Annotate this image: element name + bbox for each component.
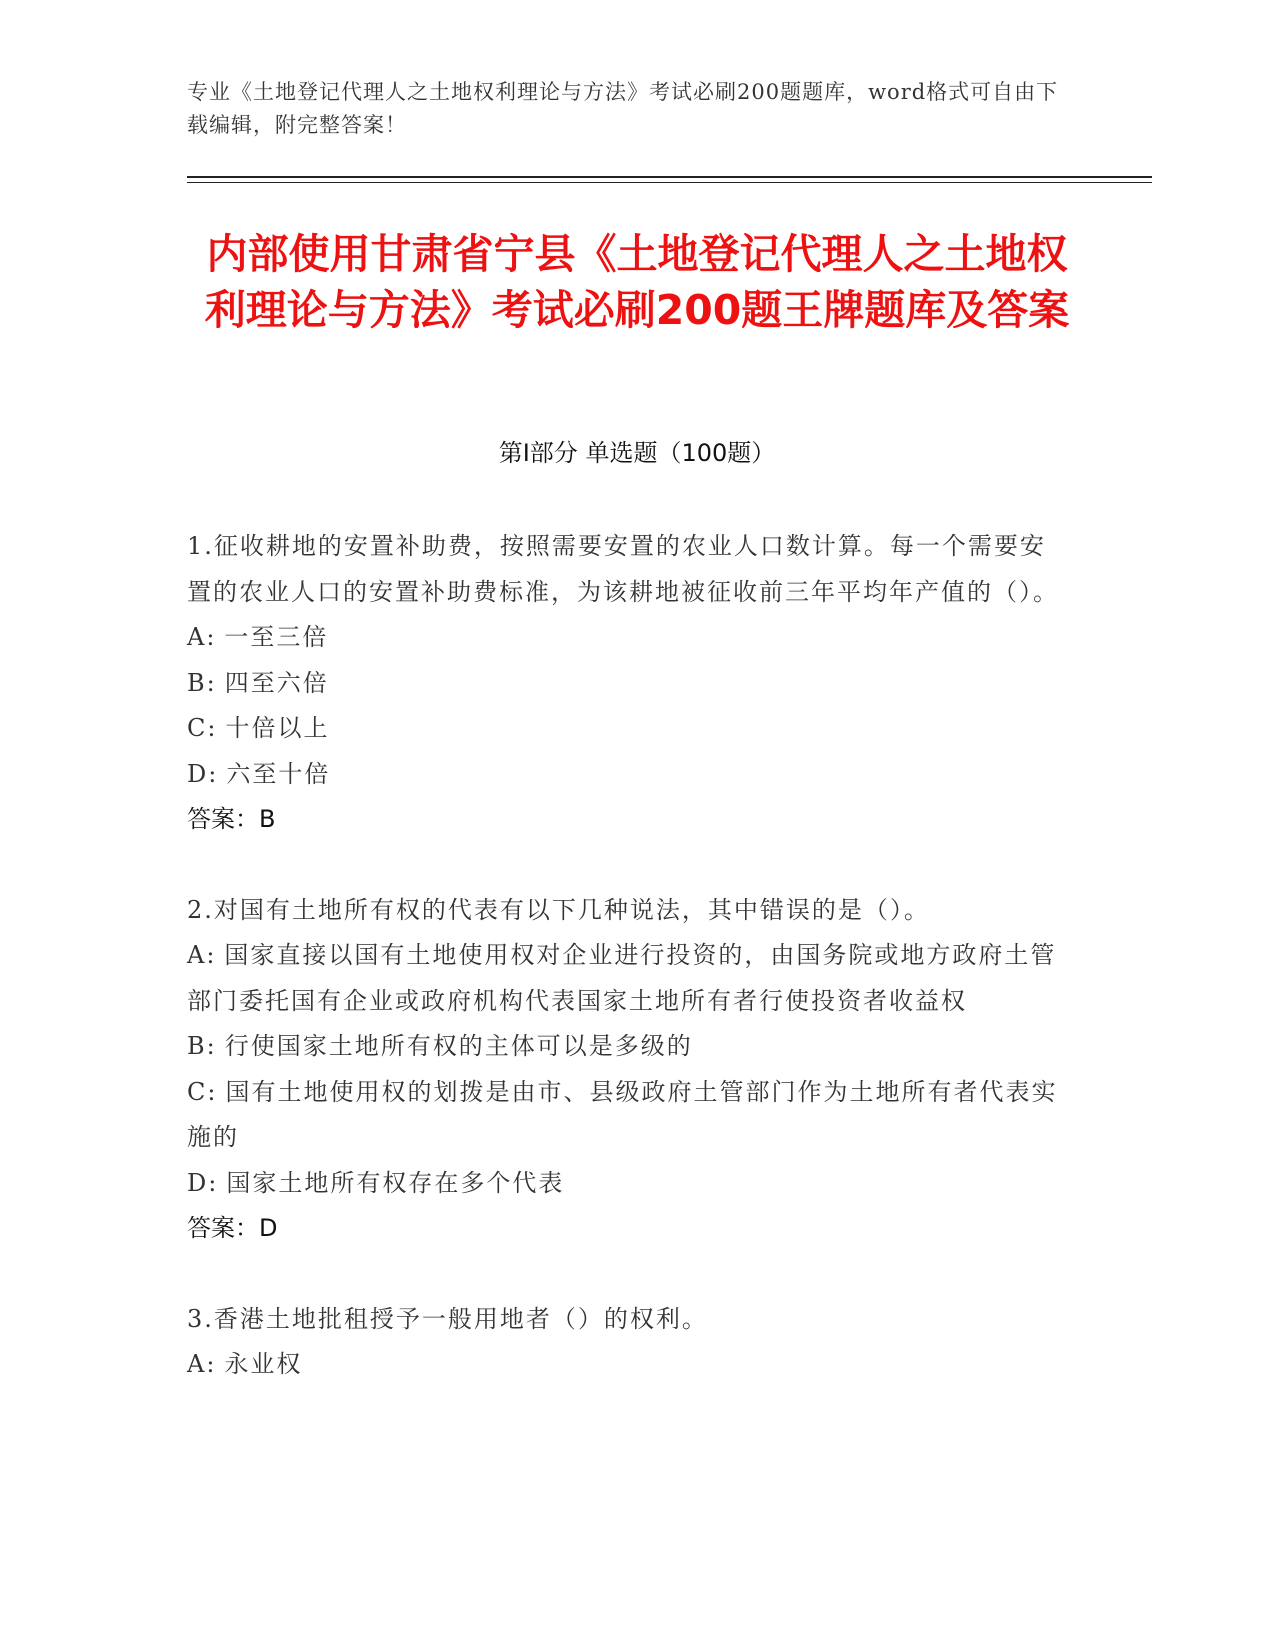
question-item <box>187 1297 1067 1388</box>
option-letter: D: <box>187 759 219 788</box>
answer-line: 答案：B <box>187 805 276 833</box>
option-a <box>187 1342 1067 1388</box>
option-text: 永业权 <box>224 1350 303 1378</box>
option-letter: C: <box>187 1077 218 1106</box>
option-text: 一至三倍 <box>224 623 329 651</box>
option-letter: A: <box>187 941 217 969</box>
option-text: 国家土地所有权存在多个代表 <box>226 1168 565 1197</box>
option-text: 六至十倍 <box>226 759 331 788</box>
option-letter: D: <box>187 1168 219 1197</box>
header-rule-thin <box>187 182 1152 183</box>
question-text: 2.对国有土地所有权的代表有以下几种说法，其中错误的是（）。 <box>187 895 930 924</box>
option-text: 十倍以上 <box>225 714 330 742</box>
option-letter: A: <box>187 1350 217 1378</box>
question-list <box>187 524 1067 1433</box>
option-text: 国有土地使用权的划拨是由市、县级政府土管部门作为土地所有者代表实施的 <box>187 1077 1058 1151</box>
header-note: 专业《土地登记代理人之土地权利理论与方法》考试必刷200题题库，word格式可自由下载编辑，附完整答案！ <box>187 80 1059 137</box>
option-c <box>187 1070 1067 1161</box>
option-d <box>187 1161 1067 1207</box>
option-d <box>187 752 1067 798</box>
option-b <box>187 1024 1067 1070</box>
option-letter: C: <box>187 714 218 742</box>
question-text: 3.香港土地批租授予一般用地者（）的权利。 <box>187 1304 708 1333</box>
option-text: 国家直接以国有土地使用权对企业进行投资的，由国务院或地方政府土管部门委托国有企业或政府机构代表国家土地所有者行使投资者收益权 <box>187 941 1057 1015</box>
option-c <box>187 706 1067 752</box>
option-a <box>187 933 1067 1024</box>
question-item <box>187 888 1067 1252</box>
option-letter: B: <box>187 1032 217 1060</box>
option-text: 行使国家土地所有权的主体可以是多级的 <box>224 1032 693 1060</box>
document-title: 内部使用甘肃省宁县《土地登记代理人之土地权利理论与方法》考试必刷200题王牌题库及答案 <box>204 230 1070 334</box>
header-rule-thick <box>187 176 1152 178</box>
section-title: 第I部分 单选题（100题） <box>498 439 776 467</box>
question-text: 1.征收耕地的安置补助费，按照需要安置的农业人口数计算。每一个需要安置的农业人口的安置补助费标准，为该耕地被征收前三年平均年产值的（）。 <box>187 532 1059 606</box>
answer-line: 答案：D <box>187 1214 278 1242</box>
option-b <box>187 661 1067 707</box>
option-letter: B: <box>187 668 217 697</box>
question-item <box>187 524 1067 843</box>
option-text: 四至六倍 <box>224 668 329 697</box>
option-letter: A: <box>187 623 217 651</box>
option-a <box>187 615 1067 661</box>
